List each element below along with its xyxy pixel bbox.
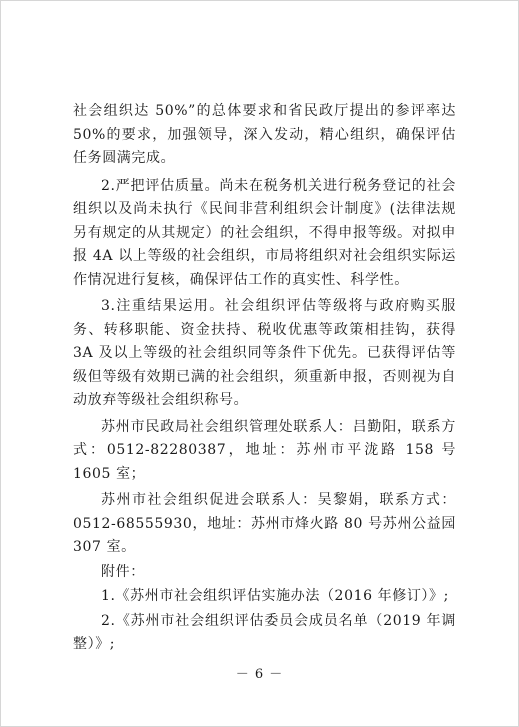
paragraph-result-application: 3.注重结果运用。社会组织评估等级将与政府购买服务、转移职能、资金扶持、税收优惠等政策相挂钩，获得 3A 及以上等级的社会组织同等条件下优先。已获得评估等级但等级有效期已满的社会组织，须重新申报，否则视为自动放弃等级社会组织称号。 — [73, 298, 456, 408]
paragraph-participation-requirement: 社会组织达 50%”的总体要求和省民政厅提出的参评率达 50%的要求，加强领导，深入发动，精心组织，确保评估任务圆满完成。 — [73, 103, 456, 166]
attachment-item-2: 2.《苏州市社会组织评估委员会成员名单（2019 年调整）》; — [73, 612, 456, 652]
document-body — [73, 100, 456, 657]
attachment-item-1: 1.《苏州市社会组织评估实施办法（2016 年修订）》; — [101, 588, 449, 604]
paragraph-contact-civil-affairs: 苏州市民政局社会组织管理处联系人：吕勤阳，联系方式：0512-82280387，地址：苏州市平泷路 158 号 1605 室； — [73, 418, 456, 482]
attachments-heading: 附件： — [101, 563, 145, 580]
page-number: － 6 － — [235, 667, 284, 682]
paragraph-contact-promotion-association: 苏州市社会组织促进会联系人：吴黎娟，联系方式：0512-68555930，地址：苏州市烽火路 80 号苏州公益园 307 室。 — [73, 492, 456, 555]
paragraph-evaluation-quality: 2.严把评估质量。尚未在税务机关进行税务登记的社会组织以及尚未执行《民间非营利组织会计制度》(法律法规另有规定的从其规定）的社会组织，不得申报等级。对拟申报 4A 以上等级的社会组织，市局将组织对社会组织实际运作情况进行复核，确保评估工作的真实性、科学性。 — [73, 177, 456, 288]
